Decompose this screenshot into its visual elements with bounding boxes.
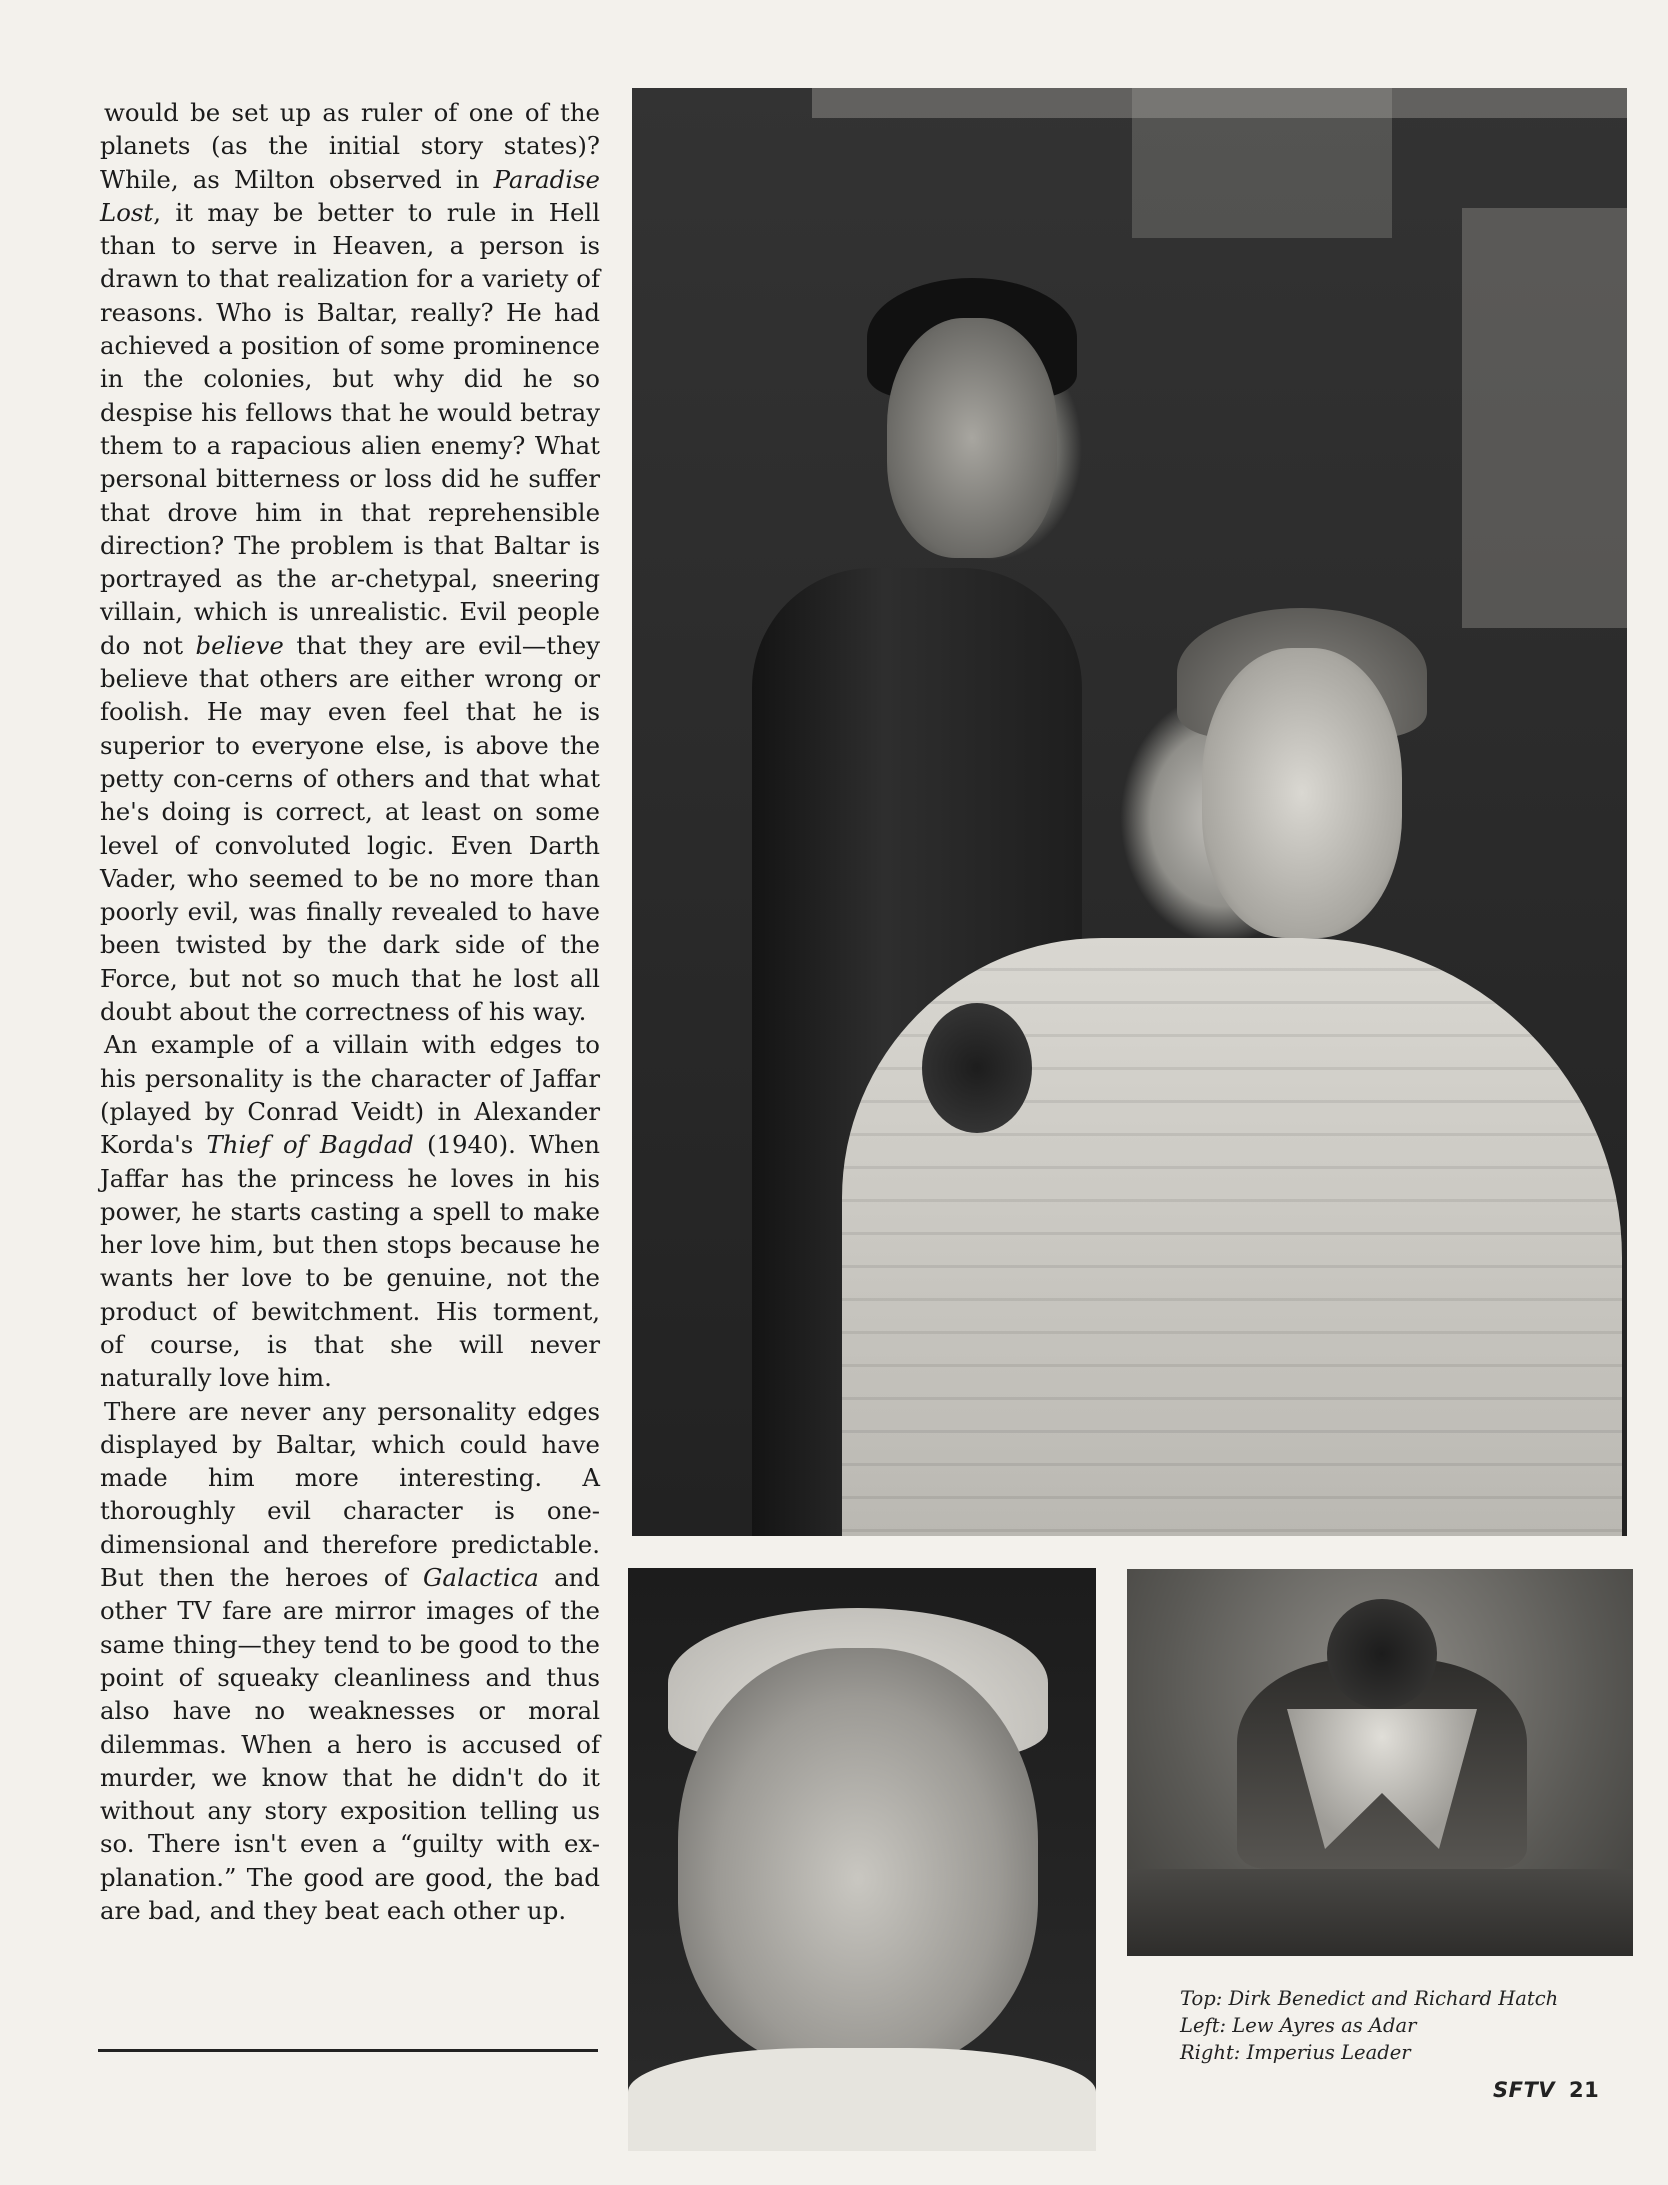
caption-top: Top: Dirk Benedict and Richard Hatch	[1180, 1987, 1559, 2010]
photo-right-throne	[1127, 1569, 1633, 1956]
photo-caption	[1180, 1985, 1620, 2066]
book-title: Paradise Lost	[100, 164, 600, 227]
shoulder-patch	[922, 1003, 1032, 1133]
photo-top-two-actors	[632, 88, 1627, 1536]
article-paragraph-1: would be set up as ruler of one of the planets (as the initial story states)? While, as Milton observed in Paradise Lost, it may be better to rule in Hell than to serve in Heaven, a person is drawn to that realization for a variety of reasons. Who is Baltar, really? He had achieved a position of some prominence in the colonies, but why did he so despise his fellows that he would betray them to a rapacious alien enemy? What personal bitterness or loss did he suffer that drove him in that reprehensible direction? The problem is that Baltar is portrayed as the ar-chetypal, sneering villain, which is unrealistic. Evil people do not believe that they are evil—they believe that others are either wrong or foolish. He may even feel that he is superior to everyone else, is above the petty con-cerns of others and that what he's doing is correct, at least on some level of convoluted logic. Even Darth Vader, who seemed to be no more than poorly evil, was finally revealed to have been twisted by the dark side of the Force, but not so much that he lost all doubt about the correctness of his way.	[100, 98, 601, 1027]
caption-left: Left: Lew Ayres as Adar	[1180, 2014, 1417, 2037]
caption-right: Right: Imperius Leader	[1180, 2041, 1411, 2064]
show-title: Galactica	[422, 1563, 539, 1593]
end-rule	[98, 2049, 598, 2052]
article-paragraph-3: There are never any personality edges displayed by Baltar, which could have made him more interesting. A thoroughly evil character is one-dimensional and therefore predictable. But then the heroes of Galactica and other TV fare are mirror images of the same thing—they tend to be good to the point of squeaky cleanliness and thus also have no weaknesses or moral dilemmas. When a hero is accused of murder, we know that he didn't do it without any story exposition telling us so. There isn't even a “guilty with ex-planation.” The good are good, the bad are bad, and they beat each other up.	[100, 1396, 600, 1926]
article-text-column	[100, 96, 600, 1927]
article-paragraph-2: An example of a villain with edges to his personality is the character of Jaffar (played by Conrad Veidt) in Alexander Korda's Thief of Bagdad (1940). When Jaffar has the princess he loves in his power, he starts casting a spell to make her love him, but then stops because he wants her love to be genuine, not the product of bewitchment. His torment, of course, is that she will never naturally love him.	[100, 1030, 600, 1393]
actor-right-head	[1202, 648, 1402, 938]
portrait-face	[678, 1648, 1038, 2068]
film-title: Thief of Bagdad	[206, 1130, 414, 1160]
photo-left-portrait	[628, 1568, 1096, 2151]
page-footer	[1493, 2078, 1599, 2102]
magazine-name: SFTV	[1493, 2078, 1556, 2102]
actor-left-head	[887, 318, 1057, 558]
emphasis: believe	[195, 630, 284, 660]
page-number: 21	[1569, 2078, 1600, 2102]
